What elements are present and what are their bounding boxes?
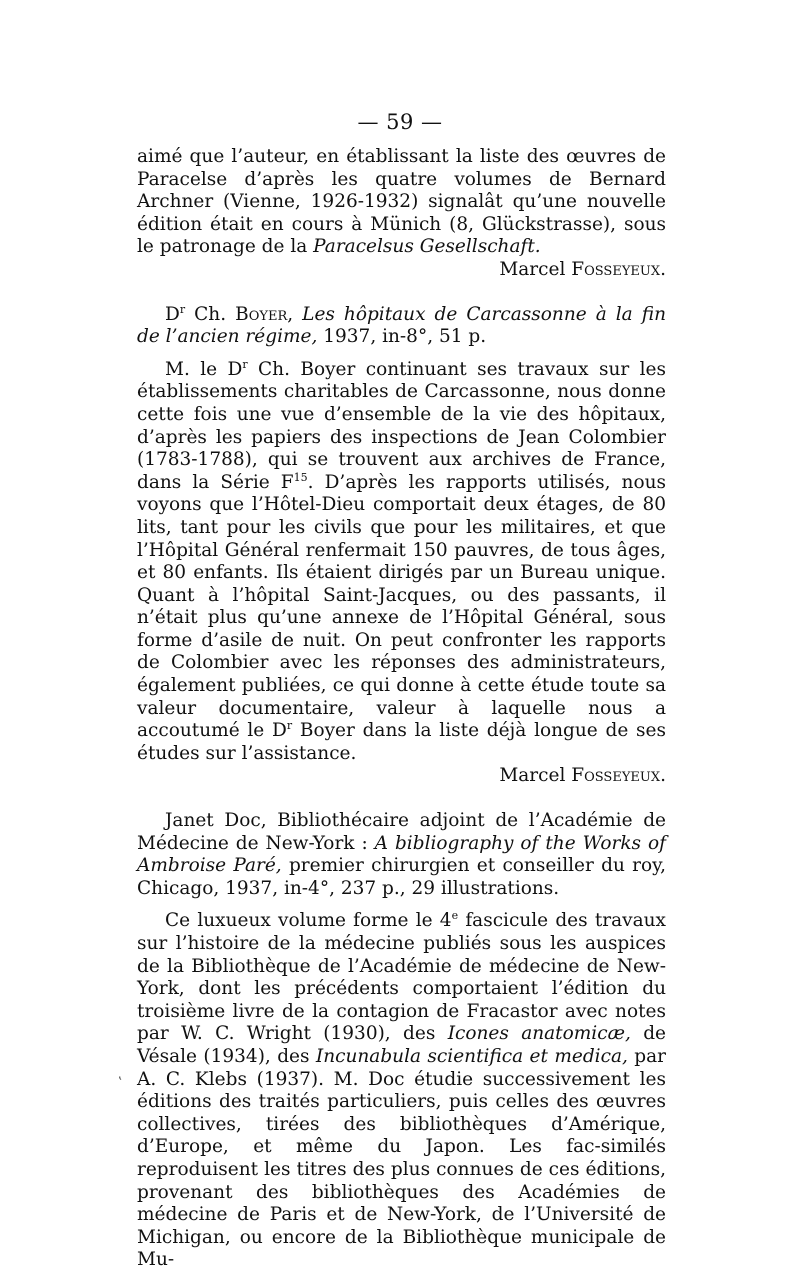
review-heading-boyer [137, 304, 666, 349]
text-run: Ch. Boyer continuant ses travaux sur les établissements charitables de Carcassonne, nous donne cette fois une vue d’ensemble de la vie des hôpitaux, d’après les papiers des inspections de Jean Colombier (1783-1788), qui se trouvent aux archives de France, dans la Série F [137, 358, 666, 493]
paragraph-pare [137, 910, 666, 1272]
signature-fosseyeux-1 [137, 259, 666, 282]
title-dr-sup: r [179, 302, 186, 316]
spacer [137, 900, 666, 910]
spacer [137, 788, 666, 810]
text-run: fascicule des travaux sur l’histoire de la médecine publiés sous les auspices de la Bibliothèque de l’Académie de médecine de New-York, dont les précédents comportaient l’édition du troisième livre de la contagion de Fracastor avec notes par W. C. Wright (1930), des [137, 910, 666, 1045]
text-column [137, 146, 666, 1272]
book-title: Les hôpitaux de Carcassonne à la fin de l’ancien régime, [137, 303, 666, 348]
signature-last-name: Fosseyeux. [571, 258, 666, 280]
text-run: . D’après les rapports utilisés, nous voyons que l’Hôtel-Dieu comportait deux étages, de 80 lits, tant pour les civils que pour les militaires, et que l’Hôpital Général renfermait 150 pauvres, de tous âges, et 80 enfants. Ils étaient dirigés par un Bureau unique. Quant à l’hôpital Saint-Jacques, ou des passants, il n’était plus qu’une annexe de l’Hôpital Général, sous forme d’asile de nuit. On peut confronter les rapports de Colombier avec les réponses des administrateurs, également publiées, ce qui donne à cette étude toute sa valeur documentaire, valeur à laquelle nous a accoutumé le D [137, 471, 666, 742]
author-and-role: Janet Doc, Bibliothécaire adjoint de l’Académie de Médecine de New-York : [137, 810, 666, 854]
text-run: de Vésale (1934), des [137, 1023, 666, 1067]
spacer [137, 349, 666, 359]
review-heading-doc [137, 810, 666, 900]
author-last-name: Boyer, [235, 303, 294, 325]
spacer [137, 282, 666, 304]
italic-title: Icones anatomicæ, [447, 1023, 631, 1045]
text-run: Boyer dans la liste déjà longue de ses études sur l’assistance. [137, 720, 666, 764]
book-title: A bibliography of the Works of Ambroise Paré, [137, 832, 666, 877]
superscript: r [242, 357, 248, 371]
superscript: r [286, 719, 293, 733]
paragraph-paracelse [137, 146, 666, 259]
signature-last-name: Fosseyeux. [571, 765, 666, 787]
italic-title: Incunabula scientifica et medica, [315, 1045, 628, 1067]
author-first-name: Ch. [194, 303, 227, 325]
society-name: Paracelsus Gesellschaft. [313, 236, 541, 258]
signature-fosseyeux-2 [137, 765, 666, 788]
text-run: par A. C. Klebs (1937). M. Doc étudie successivement les éditions des traités particuliers, puis celles des œuvres collectives, tirées des bibliothèques d’Amérique, d’Europe, et même du Japon. Les fac-similés reproduisent les titres des plus connues de ces éditions, provenant des bibliothèques des Académies de médecine de Paris et de New-York, de l’Université de Michigan, ou encore de la Bibliothèque municipale de Mu- [137, 1045, 666, 1271]
paragraph-boyer [137, 359, 666, 766]
book-details: 1937, in-8°, 51 p. [323, 326, 487, 348]
signature-first-name: Marcel [499, 258, 566, 280]
superscript: e [451, 909, 459, 923]
text-run: M. le D [165, 358, 243, 380]
margin-mark: ‛ [118, 1075, 123, 1091]
superscript: 15 [293, 470, 308, 484]
paragraph-text: aimé que l’auteur, en établissant la liste des œuvres de Paracelse d’après les quatre volumes de Bernard Archner (Vienne, 1926-1932) signalât qu’une nouvelle édition était en cours à Münich (8, Glückstrasse), sous le patronage de la [137, 146, 666, 258]
signature-first-name: Marcel [499, 765, 566, 787]
page-number: — 59 — [357, 110, 443, 134]
book-details: premier chirurgien et conseiller du roy, Chicago, 1937, in-4°, 237 p., 29 illustrations. [137, 855, 666, 899]
text-run: Ce luxueux volume forme le 4 [165, 910, 452, 932]
title-dr: D [165, 303, 180, 325]
